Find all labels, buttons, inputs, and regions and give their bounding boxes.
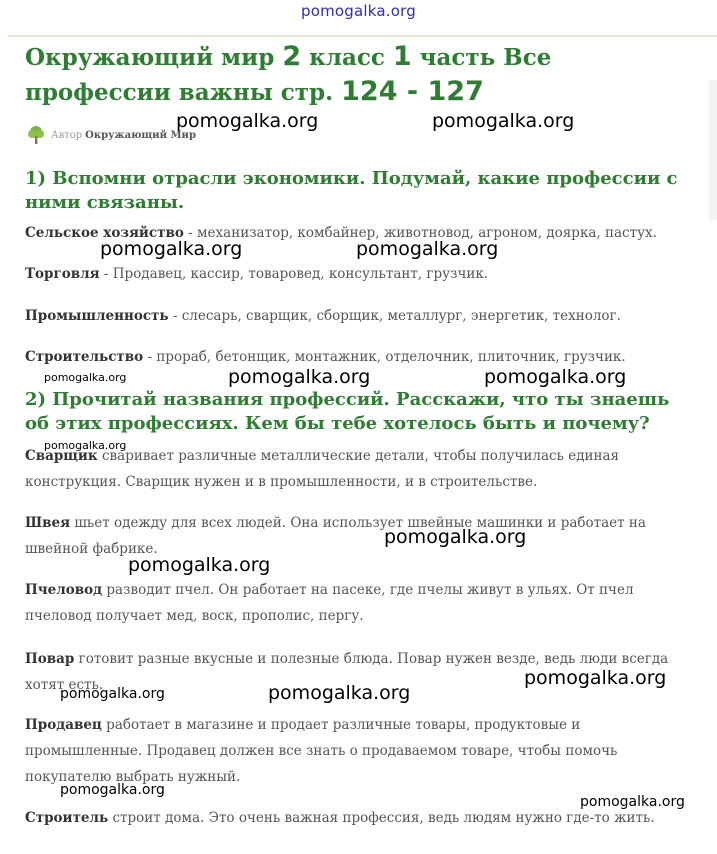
side-scroll-strip <box>709 80 717 220</box>
watermark: pomogalka.org <box>60 782 165 798</box>
watermark: pomogalka.org <box>432 110 575 132</box>
profession-row: Повар готовит разные вкусные и полезные блюда. Повар нужен везде, ведь люди всегда хотят есть. <box>25 651 669 693</box>
author-label: Автор <box>51 129 83 141</box>
watermark: pomogalka.org <box>268 682 411 704</box>
header-divider <box>8 35 717 37</box>
watermark: pomogalka.org <box>228 366 371 388</box>
question-2: 2) Прочитай названия профессий. Расскажи, что ты знаешь об этих профессиях. Кем бы тебе хотелось быть и почему? <box>25 389 670 434</box>
tree-icon <box>25 124 47 146</box>
profession-row: Строитель строит дома. Это очень важная профессия, ведь людям нужно где-то жить. <box>25 810 655 826</box>
watermark: pomogalka.org <box>176 110 319 132</box>
watermark: pomogalka.org <box>44 439 127 452</box>
author-line <box>25 124 196 146</box>
profession-row: Пчеловод разводит пчел. Он работает на пасеке, где пчелы живут в ульях. От пчел пчеловод получает мед, воск, прополис, пергу. <box>25 582 634 624</box>
watermark: pomogalka.org <box>384 526 527 548</box>
profession-row: Продавец работает в магазине и продает различные товары, продуктовые и промышленные. Продавец должен все знать о продаваемом товаре, чтобы помочь покупателю выбрать нужный. <box>25 717 618 785</box>
watermark: pomogalka.org <box>44 371 127 384</box>
watermark: pomogalka.org <box>60 686 165 702</box>
watermark: pomogalka.org <box>484 366 627 388</box>
branch-row: Строительство - прораб, бетонщик, монтажник, отделочник, плиточник, грузчик. <box>25 349 626 365</box>
watermark: pomogalka.org <box>356 238 499 260</box>
branch-row: Промышленность - слесарь, сварщик, сборщик, металлург, энергетик, технолог. <box>25 308 621 324</box>
branch-row: Торговля - Продавец, кассир, товаровед, консультант, грузчик. <box>25 266 489 282</box>
branch-row: Сельское хозяйство - механизатор, комбайнер, животновод, агроном, доярка, пастух. <box>25 225 657 241</box>
profession-row: Швея шьет одежду для всех людей. Она использует швейные машинки и работает на швейной фабрике. <box>25 515 646 557</box>
profession-row: Сварщик сваривает различные металлические детали, чтобы получилась единая конструкция. Сварщик нужен и в промышленности, и в строительстве. <box>25 448 620 490</box>
page-title: Окружающий мир 2 класс 1 часть Все профессии важны стр. 124 - 127 <box>25 41 552 107</box>
author-name[interactable]: Окружающий Мир <box>85 129 196 141</box>
site-header-link[interactable]: pomogalka.org <box>301 2 416 20</box>
watermark: pomogalka.org <box>524 667 667 689</box>
question-1: 1) Вспомни отрасли экономики. Подумай, какие профессии с ними связаны. <box>25 168 678 213</box>
watermark: pomogalka.org <box>580 794 685 810</box>
watermark: pomogalka.org <box>128 554 271 576</box>
watermark: pomogalka.org <box>100 238 243 260</box>
